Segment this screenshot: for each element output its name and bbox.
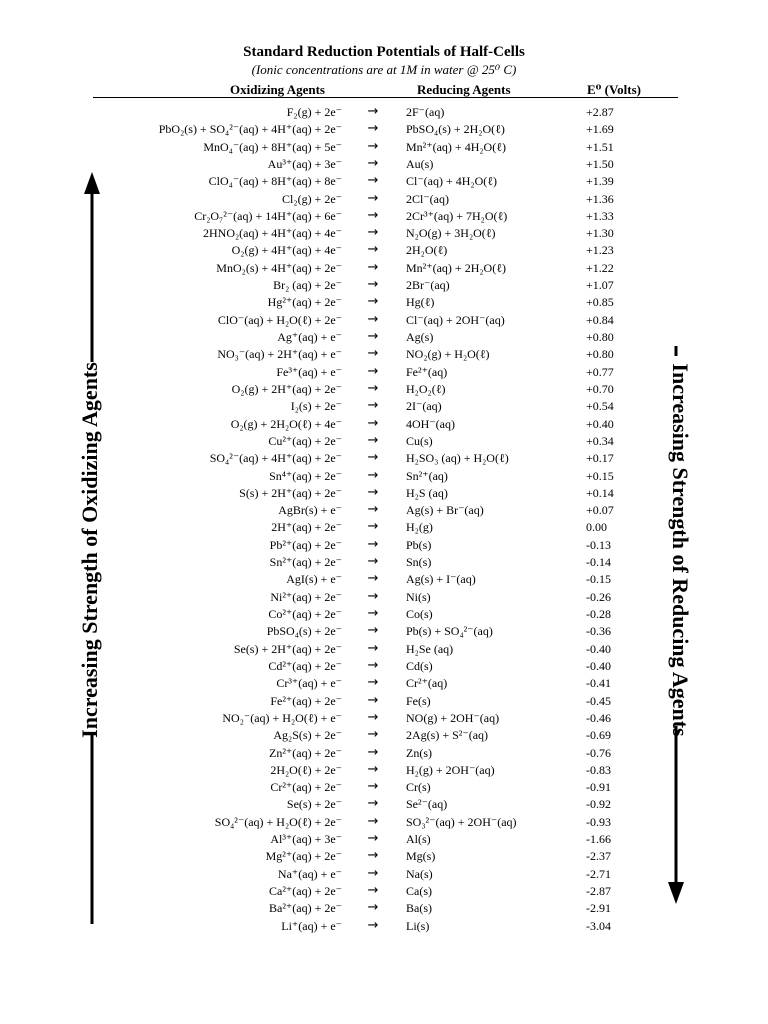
reducing-agent: H₂(g) bbox=[406, 520, 433, 535]
half-cell-row bbox=[0, 433, 768, 449]
reduction-potential: -3.04 bbox=[586, 918, 611, 933]
half-cell-row bbox=[0, 641, 768, 657]
reduction-potential: +0.80 bbox=[586, 347, 614, 362]
reduction-potential: +1.50 bbox=[586, 156, 614, 171]
reaction-arrow-icon: → bbox=[367, 450, 379, 466]
reduction-potential: -0.14 bbox=[586, 555, 611, 570]
reduction-potential: -0.93 bbox=[586, 814, 611, 829]
header-reducing-agents: Reducing Agents bbox=[417, 82, 511, 97]
oxidizing-agent: Se(s) + 2e⁻ bbox=[286, 797, 342, 812]
reducing-agent: NO₂(g) + H₂O(ℓ) bbox=[406, 347, 490, 362]
reaction-arrow-icon: → bbox=[367, 363, 379, 379]
reduction-potential: +0.80 bbox=[586, 330, 614, 345]
reduction-potential: -0.46 bbox=[586, 710, 611, 725]
reduction-potential: +0.54 bbox=[586, 399, 614, 414]
reaction-arrow-icon: → bbox=[367, 329, 379, 345]
left-axis-label: Increasing Strength of Oxidizing Agents bbox=[77, 362, 102, 738]
oxidizing-agent: Cr₂O₇²⁻(aq) + 14H⁺(aq) + 6e⁻ bbox=[194, 208, 342, 223]
reduction-potential: +1.51 bbox=[586, 139, 614, 154]
reduction-potential: -0.45 bbox=[586, 693, 611, 708]
reaction-arrow-icon: → bbox=[367, 225, 379, 241]
half-cell-row bbox=[0, 745, 768, 761]
reducing-agent: Ni(s) bbox=[406, 589, 431, 604]
reducing-agent: Hg(ℓ) bbox=[406, 295, 435, 310]
half-cell-row bbox=[0, 381, 768, 397]
reaction-arrow-icon: → bbox=[367, 727, 379, 743]
reaction-arrow-icon: → bbox=[367, 640, 379, 656]
reaction-arrow-icon: → bbox=[367, 554, 379, 570]
oxidizing-agent: Cd²⁺(aq) + 2e⁻ bbox=[268, 658, 342, 673]
oxidizing-agent: Mg²⁺(aq) + 2e⁻ bbox=[265, 849, 342, 864]
reducing-agent: Mg(s) bbox=[406, 849, 436, 864]
half-cell-row bbox=[0, 468, 768, 484]
reaction-arrow-icon: → bbox=[367, 380, 379, 396]
half-cell-row bbox=[0, 710, 768, 726]
reaction-arrow-icon: → bbox=[367, 536, 379, 552]
reducing-agent: H₂(g) + 2OH⁻(aq) bbox=[406, 762, 495, 777]
reaction-arrow-icon: → bbox=[367, 675, 379, 691]
half-cell-row bbox=[0, 727, 768, 743]
half-cell-row bbox=[0, 762, 768, 778]
half-cell-row bbox=[0, 866, 768, 882]
reaction-arrow-icon: → bbox=[367, 207, 379, 223]
oxidizing-agent: Fe³⁺(aq) + e⁻ bbox=[276, 364, 342, 379]
oxidizing-agent: ClO₄⁻(aq) + 8H⁺(aq) + 8e⁻ bbox=[208, 174, 342, 189]
reduction-potential: +0.17 bbox=[586, 451, 614, 466]
oxidizing-agent: Fe²⁺(aq) + 2e⁻ bbox=[270, 693, 342, 708]
reduction-potential: -0.28 bbox=[586, 607, 611, 622]
reduction-potential: -2.71 bbox=[586, 866, 611, 881]
reducing-agent: SO₃²⁻(aq) + 2OH⁻(aq) bbox=[406, 814, 517, 829]
half-cell-row bbox=[0, 208, 768, 224]
reducing-agent: Cd(s) bbox=[406, 658, 433, 673]
page-subtitle: (Ionic concentrations are at 1M in water @ 25⁰ C) bbox=[251, 62, 517, 77]
reaction-arrow-icon: → bbox=[367, 346, 379, 362]
oxidizing-agent: O₂(g) + 4H⁺(aq) + 4e⁻ bbox=[231, 243, 342, 258]
reaction-arrow-icon: → bbox=[367, 865, 379, 881]
oxidizing-agent: AgBr(s) + e⁻ bbox=[278, 503, 342, 518]
oxidizing-agent: Cl₂(g) + 2e⁻ bbox=[282, 191, 342, 206]
reduction-potential: +1.22 bbox=[586, 260, 614, 275]
half-cell-row bbox=[0, 173, 768, 189]
reducing-agent: Sn(s) bbox=[406, 555, 432, 570]
reaction-arrow-icon: → bbox=[367, 398, 379, 414]
reaction-arrow-icon: → bbox=[367, 848, 379, 864]
half-cell-row bbox=[0, 364, 768, 380]
reaction-arrow-icon: → bbox=[367, 692, 379, 708]
half-cell-row bbox=[0, 814, 768, 830]
half-cell-row bbox=[0, 139, 768, 155]
reducing-agent: 2F⁻(aq) bbox=[406, 105, 445, 119]
half-cell-row bbox=[0, 918, 768, 934]
half-cell-row bbox=[0, 848, 768, 864]
reducing-agent: Pb(s) bbox=[406, 537, 432, 552]
reducing-agent: Ag(s) bbox=[406, 330, 434, 345]
reduction-potential: -2.87 bbox=[586, 883, 611, 898]
half-cell-row bbox=[0, 416, 768, 432]
page-title: Standard Reduction Potentials of Half-Cells bbox=[243, 44, 525, 60]
oxidizing-agent: PbSO₄(s) + 2e⁻ bbox=[266, 624, 342, 639]
reduction-potential: +2.87 bbox=[586, 105, 614, 119]
reaction-arrow-icon: → bbox=[367, 917, 379, 933]
oxidizing-agent: 2HNO₂(aq) + 4H⁺(aq) + 4e⁻ bbox=[202, 226, 342, 241]
reducing-agent: Pb(s) + SO₄²⁻(aq) bbox=[406, 624, 493, 639]
reaction-arrow-icon: → bbox=[367, 657, 379, 673]
half-cell-row bbox=[0, 606, 768, 622]
reaction-arrow-icon: → bbox=[367, 882, 379, 898]
reaction-arrow-icon: → bbox=[367, 761, 379, 777]
reaction-arrow-icon: → bbox=[367, 277, 379, 293]
reducing-agent: Ca(s) bbox=[406, 883, 432, 898]
half-cell-row bbox=[0, 191, 768, 207]
reaction-arrow-icon: → bbox=[367, 571, 379, 587]
reduction-potential: +1.36 bbox=[586, 191, 614, 206]
oxidizing-agent: SO₄²⁻(aq) + 4H⁺(aq) + 2e⁻ bbox=[209, 451, 342, 466]
reaction-arrow-icon: → bbox=[367, 242, 379, 258]
oxidizing-agent: Zn²⁺(aq) + 2e⁻ bbox=[268, 745, 342, 760]
reducing-agent: 2Cl⁻(aq) bbox=[406, 191, 449, 206]
reaction-arrow-icon: → bbox=[367, 588, 379, 604]
reducing-agent: NO(g) + 2OH⁻(aq) bbox=[406, 710, 500, 725]
reduction-potential: +0.70 bbox=[586, 381, 614, 396]
reaction-arrow-icon: → bbox=[367, 484, 379, 500]
reduction-potential: +1.23 bbox=[586, 243, 614, 258]
oxidizing-agent: O₂(g) + 2H⁺(aq) + 2e⁻ bbox=[231, 381, 342, 396]
oxidizing-agent: MnO₄⁻(aq) + 8H⁺(aq) + 5e⁻ bbox=[203, 139, 342, 154]
half-cell-row bbox=[0, 156, 768, 172]
reaction-arrow-icon: → bbox=[367, 104, 379, 119]
oxidizing-agent: 2H₂O(ℓ) + 2e⁻ bbox=[270, 762, 342, 777]
reduction-potential: +0.07 bbox=[586, 503, 614, 518]
reduction-potential: -0.76 bbox=[586, 745, 611, 760]
oxidizing-agent: SO₄²⁻(aq) + H₂O(ℓ) + 2e⁻ bbox=[214, 814, 342, 829]
oxidizing-agent: Cr³⁺(aq) + e⁻ bbox=[276, 676, 342, 691]
reaction-arrow-icon: → bbox=[367, 138, 379, 154]
header-potential: E⁰ (Volts) bbox=[587, 82, 641, 97]
reduction-potential: +1.39 bbox=[586, 174, 614, 189]
reducing-agent: 4OH⁻(aq) bbox=[406, 416, 455, 431]
half-cell-row bbox=[0, 121, 768, 137]
half-cell-row bbox=[0, 831, 768, 847]
oxidizing-agent: Sn⁴⁺(aq) + 2e⁻ bbox=[269, 468, 342, 483]
oxidizing-agent: NO₃⁻(aq) + 2H⁺(aq) + e⁻ bbox=[217, 347, 342, 362]
reaction-arrow-icon: → bbox=[367, 432, 379, 448]
reaction-arrow-icon: → bbox=[367, 796, 379, 812]
reducing-agent: Cr²⁺(aq) bbox=[406, 676, 448, 691]
reducing-agent: H₂SO₃ (aq) + H₂O(ℓ) bbox=[406, 451, 509, 466]
half-cell-row bbox=[0, 312, 768, 328]
reduction-potential: -0.41 bbox=[586, 676, 611, 691]
reaction-arrow-icon: → bbox=[367, 744, 379, 760]
reduction-potential: -0.15 bbox=[586, 572, 611, 587]
reducing-agent: 2Br⁻(aq) bbox=[406, 278, 450, 293]
half-cell-row bbox=[0, 242, 768, 258]
reducing-agent: H₂S (aq) bbox=[406, 485, 448, 500]
reducing-agent: Se²⁻(aq) bbox=[406, 797, 448, 812]
reducing-agent: Cl⁻(aq) + 2OH⁻(aq) bbox=[406, 312, 505, 327]
reducing-agent: Cr(s) bbox=[406, 780, 431, 795]
oxidizing-agent: Na⁺(aq) + e⁻ bbox=[277, 866, 342, 881]
reduction-potential: +0.34 bbox=[586, 433, 614, 448]
reduction-potential: +0.14 bbox=[586, 485, 614, 500]
reaction-arrow-icon: → bbox=[367, 190, 379, 206]
reduction-potential: +0.77 bbox=[586, 364, 614, 379]
header-oxidizing-agents: Oxidizing Agents bbox=[230, 82, 325, 97]
half-cell-row bbox=[0, 294, 768, 310]
oxidizing-agent: Li⁺(aq) + e⁻ bbox=[281, 918, 342, 933]
reducing-agent: Fe²⁺(aq) bbox=[406, 364, 448, 379]
reduction-potential: -0.92 bbox=[586, 797, 611, 812]
reducing-agent: Au(s) bbox=[406, 156, 434, 171]
reduction-potential: +1.69 bbox=[586, 122, 614, 137]
half-cell-row bbox=[0, 796, 768, 812]
reduction-potential: -0.40 bbox=[586, 658, 611, 673]
reduction-potential: +0.84 bbox=[586, 312, 614, 327]
reaction-arrow-icon: → bbox=[367, 155, 379, 171]
oxidizing-agent: 2H⁺(aq) + 2e⁻ bbox=[271, 520, 342, 535]
reaction-arrow-icon: → bbox=[367, 623, 379, 639]
reduction-potential: +0.15 bbox=[586, 468, 614, 483]
oxidizing-agent: Ag₂S(s) + 2e⁻ bbox=[273, 728, 342, 743]
half-cell-row bbox=[0, 658, 768, 674]
half-cell-row bbox=[0, 519, 768, 535]
reaction-arrow-icon: → bbox=[367, 502, 379, 518]
oxidizing-agent: Sn²⁺(aq) + 2e⁻ bbox=[269, 555, 342, 570]
reduction-potential: -0.13 bbox=[586, 537, 611, 552]
half-cell-row bbox=[0, 450, 768, 466]
reduction-potential: -1.66 bbox=[586, 832, 611, 847]
header-rule bbox=[93, 97, 678, 98]
oxidizing-agent: S(s) + 2H⁺(aq) + 2e⁻ bbox=[239, 485, 342, 500]
reduction-potential: -0.83 bbox=[586, 762, 611, 777]
reduction-potential: +1.07 bbox=[586, 278, 614, 293]
reduction-potential: -0.91 bbox=[586, 780, 611, 795]
reducing-agent: Mn²⁺(aq) + 4H₂O(ℓ) bbox=[406, 139, 506, 154]
oxidizing-agent: Al³⁺(aq) + 3e⁻ bbox=[270, 832, 342, 847]
reaction-arrow-icon: → bbox=[367, 709, 379, 725]
half-cell-row bbox=[0, 693, 768, 709]
reduction-potential: -0.40 bbox=[586, 641, 611, 656]
oxidizing-agent: O₂(g) + 2H₂O(ℓ) + 4e⁻ bbox=[230, 416, 342, 431]
reducing-agent: Mn²⁺(aq) + 2H₂O(ℓ) bbox=[406, 260, 506, 275]
reduction-potential: 0.00 bbox=[586, 520, 607, 535]
reducing-agent: Ag(s) + I⁻(aq) bbox=[406, 572, 476, 587]
reducing-agent: 2Ag(s) + S²⁻(aq) bbox=[406, 728, 489, 743]
oxidizing-agent: Se(s) + 2H⁺(aq) + 2e⁻ bbox=[233, 641, 342, 656]
reducing-agent: Al(s) bbox=[406, 832, 431, 847]
oxidizing-agent: I₂(s) + 2e⁻ bbox=[290, 399, 342, 414]
reaction-arrow-icon: → bbox=[367, 259, 379, 275]
oxidizing-agent: F₂(g) + 2e⁻ bbox=[286, 105, 342, 119]
reducing-agent: 2H₂O(ℓ) bbox=[406, 243, 448, 258]
reduction-potential: -2.91 bbox=[586, 901, 611, 916]
half-cell-row bbox=[0, 554, 768, 570]
half-cell-row bbox=[0, 104, 768, 120]
reduction-potential: -0.36 bbox=[586, 624, 611, 639]
oxidizing-agent: Au³⁺(aq) + 3e⁻ bbox=[267, 156, 342, 171]
reaction-arrow-icon: → bbox=[367, 519, 379, 535]
reducing-agent: Cl⁻(aq) + 4H₂O(ℓ) bbox=[406, 174, 498, 189]
reducing-agent: Ag(s) + Br⁻(aq) bbox=[406, 503, 484, 518]
half-cell-row bbox=[0, 329, 768, 345]
half-cell-row bbox=[0, 502, 768, 518]
oxidizing-agent: AgI(s) + e⁻ bbox=[286, 572, 342, 587]
half-cell-row bbox=[0, 537, 768, 553]
half-cell-row bbox=[0, 260, 768, 276]
oxidizing-agent: Pb²⁺(aq) + 2e⁻ bbox=[269, 537, 342, 552]
reaction-arrow-icon: → bbox=[367, 121, 379, 137]
reducing-agent: Na(s) bbox=[406, 866, 433, 881]
half-cell-row bbox=[0, 346, 768, 362]
half-cell-row bbox=[0, 225, 768, 241]
oxidizing-agent: Ba²⁺(aq) + 2e⁻ bbox=[268, 901, 342, 916]
half-cell-row bbox=[0, 779, 768, 795]
oxidizing-agent: Ag⁺(aq) + e⁻ bbox=[277, 330, 342, 345]
oxidizing-agent: PbO₂(s) + SO₄²⁻(aq) + 4H⁺(aq) + 2e⁻ bbox=[158, 122, 342, 137]
oxidizing-agent: Cu²⁺(aq) + 2e⁻ bbox=[268, 433, 342, 448]
oxidizing-agent: Co²⁺(aq) + 2e⁻ bbox=[268, 607, 342, 622]
oxidizing-agent: ClO⁻(aq) + H₂O(ℓ) + 2e⁻ bbox=[217, 312, 342, 327]
reducing-agent: Ba(s) bbox=[406, 901, 432, 916]
half-cell-row bbox=[0, 589, 768, 605]
reduction-potential: +1.33 bbox=[586, 208, 614, 223]
half-cell-row bbox=[0, 900, 768, 916]
reducing-agent: Cu(s) bbox=[406, 433, 433, 448]
half-cell-row bbox=[0, 485, 768, 501]
reaction-arrow-icon: → bbox=[367, 813, 379, 829]
reduction-potential: +0.40 bbox=[586, 416, 614, 431]
reducing-agent: Fe(s) bbox=[406, 693, 431, 708]
half-cell-row bbox=[0, 883, 768, 899]
reaction-arrow-icon: → bbox=[367, 173, 379, 189]
reduction-potential: -0.69 bbox=[586, 728, 611, 743]
reducing-agent: 2I⁻(aq) bbox=[406, 399, 442, 414]
reducing-agent: Co(s) bbox=[406, 607, 433, 622]
half-cell-row bbox=[0, 571, 768, 587]
reduction-potential: -0.26 bbox=[586, 589, 611, 604]
reaction-arrow-icon: → bbox=[367, 467, 379, 483]
reaction-arrow-icon: → bbox=[367, 831, 379, 847]
reduction-potential: -2.37 bbox=[586, 849, 611, 864]
oxidizing-agent: NO₂⁻(aq) + H₂O(ℓ) + e⁻ bbox=[222, 710, 342, 725]
half-cell-row bbox=[0, 623, 768, 639]
reducing-agent: Sn²⁺(aq) bbox=[406, 468, 448, 483]
reduction-potential: +1.30 bbox=[586, 226, 614, 241]
reducing-agent: H₂O₂(ℓ) bbox=[406, 381, 446, 396]
half-cell-row bbox=[0, 398, 768, 414]
reaction-arrow-icon: → bbox=[367, 294, 379, 310]
reaction-arrow-icon: → bbox=[367, 900, 379, 916]
right-axis-label: Increasing Strength of Reducing Agents bbox=[668, 363, 693, 737]
oxidizing-agent: Ni²⁺(aq) + 2e⁻ bbox=[270, 589, 342, 604]
reducing-agent: PbSO₄(s) + 2H₂O(ℓ) bbox=[406, 122, 505, 137]
oxidizing-agent: Cr²⁺(aq) + 2e⁻ bbox=[270, 780, 342, 795]
reducing-agent: Zn(s) bbox=[406, 745, 432, 760]
half-cell-row bbox=[0, 675, 768, 691]
reducing-agent: 2Cr³⁺(aq) + 7H₂O(ℓ) bbox=[406, 208, 508, 223]
half-cell-row bbox=[0, 277, 768, 293]
reaction-arrow-icon: → bbox=[367, 606, 379, 622]
oxidizing-agent: MnO₂(s) + 4H⁺(aq) + 2e⁻ bbox=[216, 260, 342, 275]
oxidizing-agent: Ca²⁺(aq) + 2e⁻ bbox=[268, 883, 342, 898]
reaction-arrow-icon: → bbox=[367, 415, 379, 431]
reaction-arrow-icon: → bbox=[367, 779, 379, 795]
reducing-agent: Li(s) bbox=[406, 918, 430, 933]
reaction-arrow-icon: → bbox=[367, 311, 379, 327]
reducing-agent: N₂O(g) + 3H₂O(ℓ) bbox=[406, 226, 496, 241]
oxidizing-agent: Hg²⁺(aq) + 2e⁻ bbox=[267, 295, 342, 310]
reduction-potential: +0.85 bbox=[586, 295, 614, 310]
reducing-agent: H₂Se (aq) bbox=[406, 641, 454, 656]
oxidizing-agent: Br₂ (aq) + 2e⁻ bbox=[273, 278, 342, 293]
